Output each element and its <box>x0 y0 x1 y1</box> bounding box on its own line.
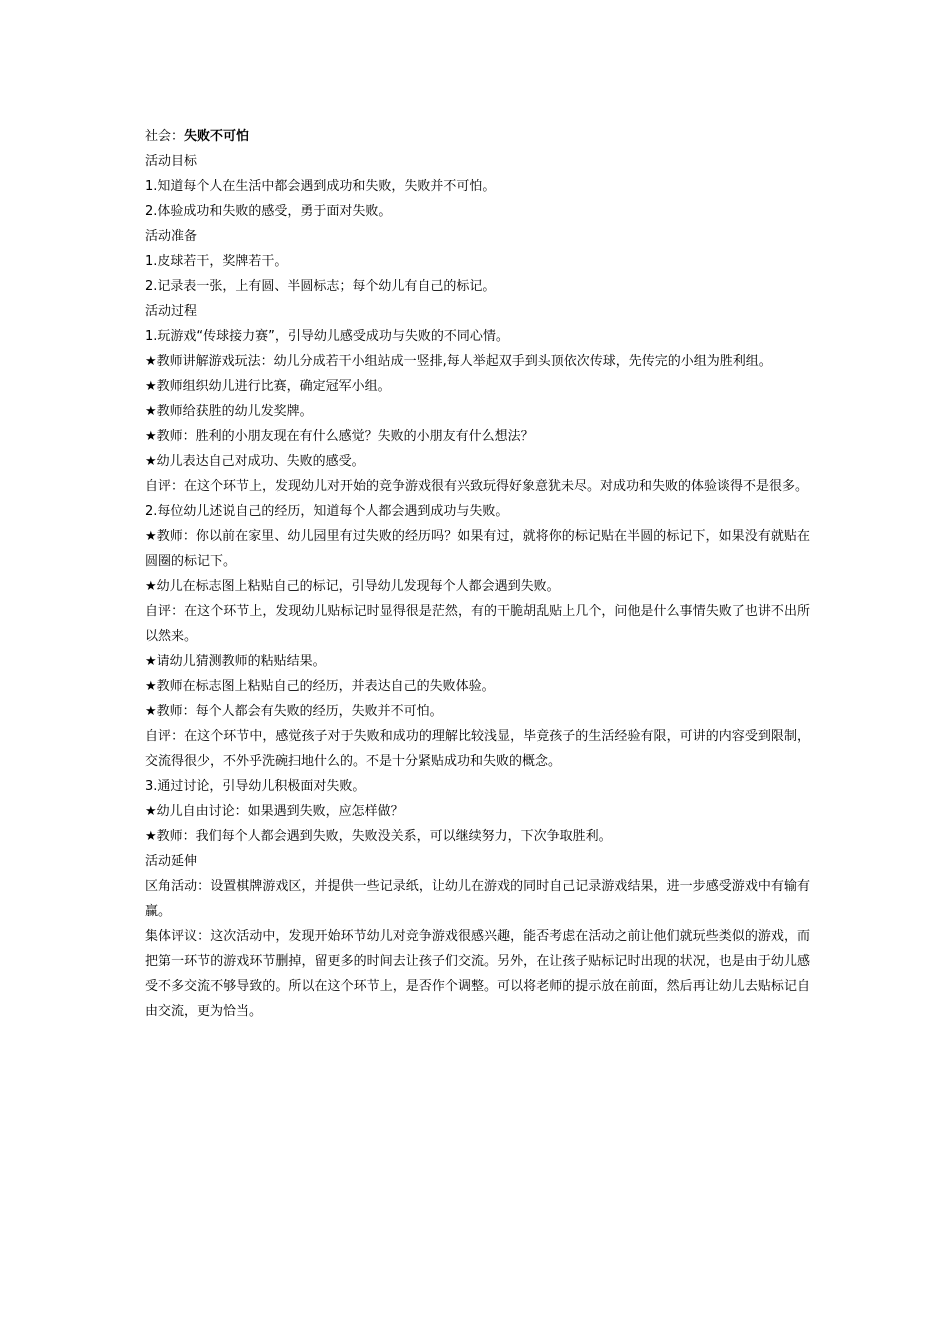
process-step-1: 1.玩游戏“传球接力赛”，引导幼儿感受成功与失败的不同心情。 <box>145 329 509 344</box>
objective-1: 1.知道每个人在生活中都会遇到成功和失败，失败并不可怕。 <box>145 179 496 194</box>
process-item: ★教师：每个人都会有失败的经历，失败并不可怕。 <box>145 704 443 719</box>
process-item: ★教师：我们每个人都会遇到失败，失败没关系，可以继续努力，下次争取胜利。 <box>145 829 612 844</box>
process-step-3: 3.通过讨论，引导幼儿积极面对失败。 <box>145 779 366 794</box>
process-item: ★教师在标志图上粘贴自己的经历，并表达自己的失败体验。 <box>145 679 495 694</box>
process-item: ★幼儿自由讨论：如果遇到失败，应怎样做？ <box>145 804 404 819</box>
process-item: ★教师讲解游戏玩法：幼儿分成若干小组站成一竖排,每人举起双手到头顶依次传球，先传完的小组为胜利组。 <box>145 354 772 369</box>
preparation-2: 2.记录表一张，上有圆、半圆标志；每个幼儿有自己的标记。 <box>145 279 496 294</box>
section-heading-extension: 活动延伸 <box>145 854 198 869</box>
title-main: 失败不可怕 <box>184 129 250 144</box>
process-step-2: 2.每位幼儿述说自己的经历，知道每个人都会遇到成功与失败。 <box>145 504 509 519</box>
document-page <box>145 124 810 1024</box>
process-item: ★教师：胜利的小朋友现在有什么感觉？失败的小朋友有什么想法？ <box>145 429 534 444</box>
corner-activity: 区角活动：设置棋牌游戏区，并提供一些记录纸，让幼儿在游戏的同时自己记录游戏结果，进一步感受游戏中有输有赢。 <box>145 879 810 919</box>
objective-2: 2.体验成功和失败的感受，勇于面对失败。 <box>145 204 392 219</box>
section-heading-objectives: 活动目标 <box>145 154 198 169</box>
title-prefix: 社会： <box>145 129 185 144</box>
preparation-1: 1.皮球若干，奖牌若干。 <box>145 254 288 269</box>
section-heading-process: 活动过程 <box>145 304 198 319</box>
process-item: ★教师给获胜的幼儿发奖牌。 <box>145 404 313 419</box>
process-item: ★教师组织幼儿进行比赛，确定冠军小组。 <box>145 379 391 394</box>
document-title <box>145 124 810 149</box>
process-item: ★教师：你以前在家里、幼儿园里有过失败的经历吗？如果有过，就将你的标记贴在半圆的标记下，如果没有就贴在圆圈的标记下。 <box>145 529 810 569</box>
self-evaluation-1: 自评：在这个环节上，发现幼儿对开始的竞争游戏很有兴致玩得好象意犹未尽。对成功和失败的体验谈得不是很多。 <box>145 479 809 494</box>
process-item: ★幼儿表达自己对成功、失败的感受。 <box>145 454 365 469</box>
process-item: ★幼儿在标志图上粘贴自己的标记，引导幼儿发现每个人都会遇到失败。 <box>145 579 560 594</box>
self-evaluation-3: 自评：在这个环节中，感觉孩子对于失败和成功的理解比较浅显，毕竟孩子的生活经验有限，可讲的内容受到限制，交流得很少，不外乎洗碗扫地什么的。不是十分紧贴成功和失败的概念。 <box>145 729 810 769</box>
section-heading-preparation: 活动准备 <box>145 229 198 244</box>
group-review: 集体评议：这次活动中，发现开始环节幼儿对竞争游戏很感兴趣，能否考虑在活动之前让他们就玩些类似的游戏，而把第一环节的游戏环节删掉，留更多的时间去让孩子们交流。另外，在让孩子贴标记时出现的状况，也是由于幼儿感受不多交流不够导致的。所以在这个环节上，是否作个调整。可以将老师的提示放在前面，然后再让幼儿去贴标记自由交流，更为恰当。 <box>145 929 810 1019</box>
self-evaluation-2: 自评：在这个环节上，发现幼儿贴标记时显得很是茫然，有的干脆胡乱贴上几个，问他是什么事情失败了也讲不出所以然来。 <box>145 604 810 644</box>
process-item: ★请幼儿猜测教师的粘贴结果。 <box>145 654 326 669</box>
